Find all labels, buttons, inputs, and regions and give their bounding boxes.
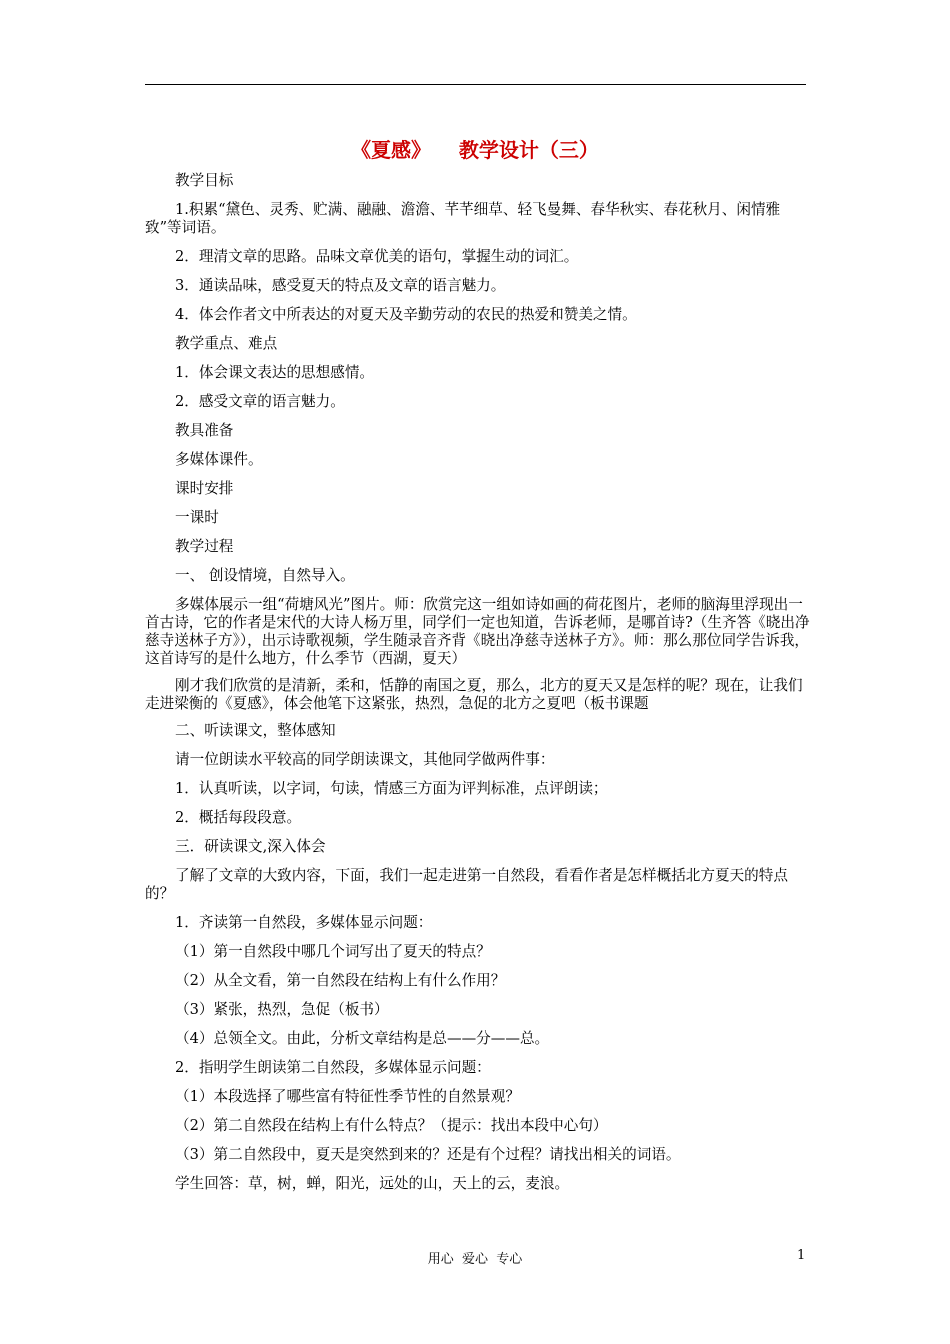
question-1-4: （4）总领全文。由此，分析文章结构是总——分——总。 [175,1030,550,1047]
section-3-heading: 三．研读课文,深入体会 [175,838,326,855]
question-2-2: （2）第二自然段在结构上有什么特点？（提示：找出本段中心句） [175,1117,608,1134]
heading-key-points: 教学重点、难点 [175,335,278,352]
section-2-item-2: 2．概括每段段意。 [175,809,302,826]
question-1-1: （1）第一自然段中哪几个词写出了夏天的特点？ [175,943,491,960]
section-2-intro: 请一位朗读水平较高的同学朗读课文，其他同学做两件事： [175,751,555,768]
document-title: 《夏感》 教学设计（三） [351,138,599,162]
heading-schedule: 课时安排 [175,480,234,497]
question-set-1: 1．齐读第一自然段，多媒体显示问题： [175,914,433,931]
materials-text: 多媒体课件。 [175,451,263,468]
document-body [145,172,813,1204]
question-1-2: （2）从全文看，第一自然段在结构上有什么作用？ [175,972,506,989]
section-2-heading: 二、听读课文，整体感知 [175,722,336,739]
key-point-1: 1．体会课文表达的思想感情。 [175,364,375,381]
key-point-2: 2．感受文章的语言魅力。 [175,393,345,410]
objective-2: 2．理清文章的思路。品味文章优美的语句，掌握生动的词汇。 [175,248,579,265]
heading-objectives: 教学目标 [175,172,234,189]
question-1-3: （3）紧张，热烈，急促（板书） [175,1001,389,1018]
objective-4: 4．体会作者文中所表达的对夏天及辛勤劳动的农民的热爱和赞美之情。 [175,306,637,323]
section-3-intro: 了解了文章的大致内容，下面，我们一起走进第一自然段，看看作者是怎样概括北方夏天的特点的？ [145,867,788,902]
section-1-heading: 一、 创设情境，自然导入。 [175,567,355,584]
section-2-item-1: 1．认真听读，以字词，句读，情感三方面为评判标准，点评朗读； [175,780,608,797]
heading-materials: 教具准备 [175,422,234,439]
question-2-3: （3）第二自然段中，夏天是突然到来的？还是有个过程？请找出相关的词语。 [175,1146,681,1163]
page-number: 1 [797,1248,806,1263]
section-1-paragraph-2: 刚才我们欣赏的是清新，柔和，恬静的南国之夏，那么，北方的夏天又是怎样的呢？现在，让我们走进梁衡的《夏感》，体会他笔下这紧张，热烈，急促的北方之夏吧（板书课题 [145,677,803,712]
section-1-paragraph: 多媒体展示一组“荷塘风光”图片。师：欣赏完这一组如诗如画的荷花图片，老师的脑海里浮现出一首古诗，它的作者是宋代的大诗人杨万里，同学们一定也知道，告诉老师，是哪首诗?（生齐答《晓出净慈寺送林子方》），出示诗歌视频，学生随录音齐背《晓出净慈寺送林子方》。师：那么那位同学告诉我，这首诗写的是什么地方，什么季节（西湖，夏天） [145,596,810,667]
question-set-2: 2．指明学生朗读第二自然段，多媒体显示问题： [175,1059,491,1076]
objective-3: 3．通读品味，感受夏天的特点及文章的语言魅力。 [175,277,506,294]
schedule-text: 一课时 [175,509,219,526]
header-rule [145,84,806,85]
heading-process: 教学过程 [175,538,234,555]
question-2-1: （1）本段选择了哪些富有特征性季节性的自然景观？ [175,1088,520,1105]
objective-1: 1.积累“黛色、灵秀、贮满、融融、澹澹、芊芊细草、轻飞曼舞、春华秋实、春花秋月、闲情雅致”等词语。 [145,201,781,236]
page-footer: 用心 爱心 专心 [427,1252,523,1267]
student-answer: 学生回答：草，树，蝉，阳光，远处的山，天上的云，麦浪。 [175,1175,570,1192]
